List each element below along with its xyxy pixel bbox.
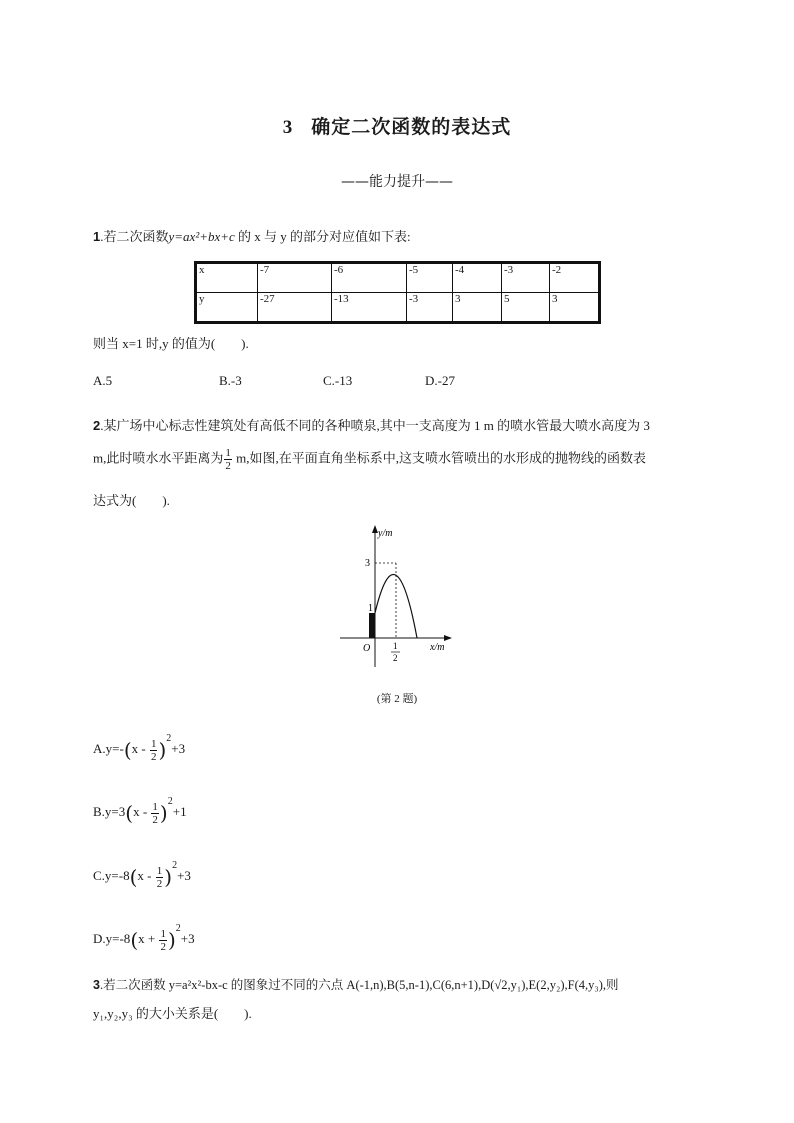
right-paren: ) [167,928,176,953]
table-cell: -3 [407,293,453,323]
q2-line2-b: m,如图,在平面直角坐标系中,这支喷水管喷出的水形成的抛物线的函数表 [232,450,646,466]
q2-line2 [93,447,646,472]
option-exponent: 2 [175,923,181,934]
q2-half-fraction [224,447,232,472]
right-paren: ) [158,738,167,763]
option-fraction [156,865,164,890]
q2-number: 2 [93,418,101,433]
right-paren: ) [164,865,173,890]
q2-option-b [93,796,187,826]
q1-number: 1 [93,229,101,244]
fraction-numerator: 1 [225,447,231,459]
option-fraction [151,801,159,826]
page-title [0,112,794,139]
table-cell: -5 [407,263,453,293]
table-cell: 3 [453,293,502,323]
fraction-numerator: 1 [160,927,166,940]
origin-label: O [363,643,371,654]
option-prefix: B.y=3 [93,804,126,819]
q2-option-c [93,860,191,890]
q2-option-a [93,733,185,763]
parabola-figure [330,522,465,667]
right-paren: ) [159,801,168,826]
table-cell: -4 [453,263,502,293]
option-inner: x - [133,804,151,819]
y-tick-1: 1 [368,603,373,614]
table-cell: y [196,293,258,323]
x-tick-half-numerator: 1 [393,641,398,651]
option-inner: x + [138,931,159,946]
q1-option-d: D.-27 [425,373,455,388]
water-pipe [369,613,375,638]
q1-stem [93,226,411,245]
fraction-denominator: 2 [160,940,166,953]
option-exponent: 2 [172,860,178,871]
option-prefix: D.y=-8 [93,931,131,946]
table-cell: -6 [332,263,407,293]
fraction-denominator: 2 [150,750,157,763]
section-number: 3 [282,117,294,138]
option-tail: +3 [171,741,186,756]
left-paren: ( [123,738,132,763]
q1-stem-a: .若二次函数 [100,229,169,244]
table-cell: 5 [502,293,550,323]
fraction-denominator: 2 [156,877,163,890]
table-cell: 3 [550,293,600,323]
option-tail: +3 [180,931,195,946]
q1-formula: y=ax²+bx+c [168,229,235,244]
option-inner: x - [137,868,155,883]
left-paren: ( [125,801,134,826]
q3-line2: y₁,y₂,y₃ 的大小关系是( ). [93,1006,252,1021]
q3-line1-text: .若二次函数 y=a²x²-bx-c 的图象过不同的六点 A(-1,n),B(5,n-1),C(6,n+1),D(√2,y₁),E(2,y₂),F(4,y₃),则 [99,978,619,992]
fraction-numerator: 1 [150,737,157,750]
table-cell: -27 [258,293,332,323]
table-cell: x [196,263,258,293]
q1-stem-b: 的 x 与 y 的部分对应值如下表: [234,229,411,244]
left-paren: ( [130,928,139,953]
table-row [196,263,600,293]
x-axis-label: x/m [430,642,445,653]
option-inner: x - [131,741,149,756]
q2-line3: 达式为( ). [93,493,170,508]
option-prefix: C.y=-8 [93,868,130,883]
value-table [194,261,601,324]
option-tail: +1 [172,804,187,819]
y-tick-3: 3 [365,558,370,569]
q1-option-b: B.-3 [219,373,242,388]
q2-line1 [93,415,650,434]
q1-option-c: C.-13 [323,373,353,388]
q1-followup: 则当 x=1 时,y 的值为( ). [93,336,249,351]
fraction-numerator: 1 [156,864,163,877]
option-tail: +3 [177,868,191,883]
left-paren: ( [129,865,138,890]
table-cell: -7 [258,263,332,293]
q3-number: 3 [93,978,100,992]
fraction-denominator: 2 [225,460,231,472]
option-exponent: 2 [167,796,173,807]
table-cell: -3 [502,263,550,293]
x-tick-half-denominator: 2 [393,653,398,663]
fraction-denominator: 2 [152,813,158,826]
figure-caption: (第 2 题) [376,693,418,705]
table-row [196,293,600,323]
table-cell: -13 [332,293,407,323]
q2-option-d [93,923,195,953]
q3-line1 [93,975,619,993]
fraction-numerator: 1 [152,800,158,813]
table-cell: -2 [550,263,600,293]
section-subtitle: ——能力提升—— [341,174,453,190]
title-text: 确定二次函数的表达式 [311,116,512,138]
option-fraction [150,738,158,763]
option-exponent: 2 [166,733,172,744]
x-axis-arrow [444,635,452,641]
y-axis-label: y/m [378,528,393,539]
option-prefix: A.y=- [93,741,124,756]
q2-line2-a: m,此时喷水水平距离为 [93,450,224,466]
q2-line1-text: .某广场中心标志性建筑处有高低不同的各种喷泉,其中一支高度为 1 m 的喷水管最大喷水高度为 3 [100,418,650,433]
option-fraction [159,928,167,953]
q1-option-a: A.5 [93,373,113,388]
